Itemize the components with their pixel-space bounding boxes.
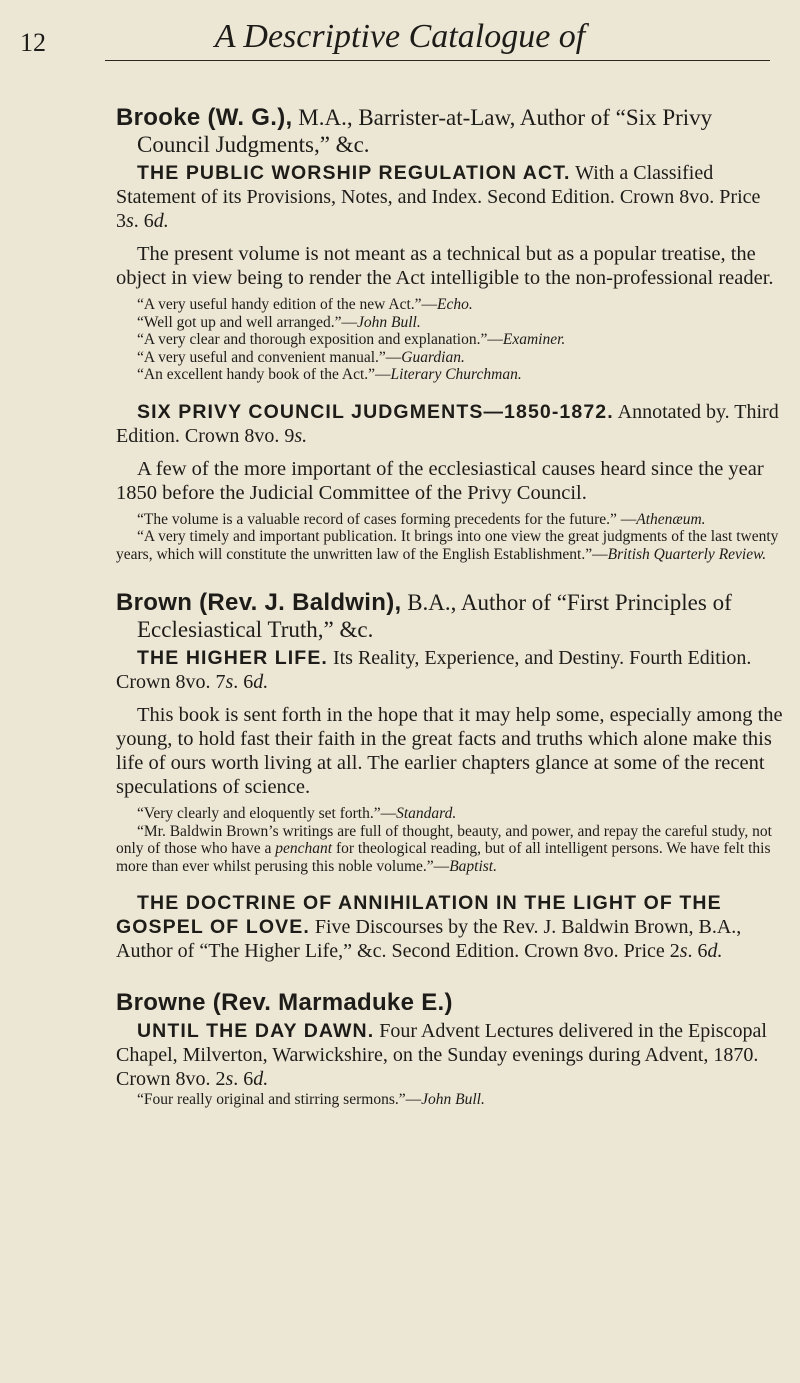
price-pence-unit: d. — [253, 1068, 269, 1090]
book-title: SIX PRIVY COUNCIL JUDGMENTS—1850-1872. — [137, 400, 614, 423]
review-quote — [116, 366, 784, 384]
page-header — [0, 0, 800, 110]
price-shillings: s — [679, 940, 688, 962]
book-details: Annotated by. Third Edition. Crown 8vo. 9 — [116, 400, 779, 447]
press-reviews — [116, 1091, 784, 1109]
author-entry-brown — [116, 589, 784, 963]
author-heading — [116, 104, 784, 158]
book-entry-until-day-dawn — [116, 1019, 784, 1109]
review-text: “A very clear and thorough exposition and explanation.”— — [137, 331, 503, 348]
review-text: “Mr. Baldwin Brown’s writings are full of thought, beauty, and power, and repay the careful study, not only of those who have a — [116, 822, 772, 857]
author-heading — [116, 589, 784, 643]
review-source: Athenæum. — [636, 510, 706, 528]
book-description: The present volume is not meant as a technical but as a popular treatise, the object in view being to render the Act intelligible to the non-professional reader. — [116, 243, 774, 289]
review-source: John Bull. — [421, 1091, 485, 1108]
price-pence: . 6 — [233, 671, 254, 693]
book-listing — [116, 1019, 784, 1091]
price-pence: . 6 — [133, 210, 154, 232]
price-pence-unit: d. — [707, 940, 723, 962]
review-quote — [116, 528, 784, 563]
review-italic-word: penchant — [275, 840, 333, 857]
review-quote — [116, 511, 784, 529]
book-entry-higher-life — [116, 646, 784, 875]
book-description: A few of the more important of the ecclesiastical causes heard since the year 1850 before the Judicial Committee of the Privy Council. — [116, 457, 764, 504]
review-source: Echo. — [437, 296, 473, 313]
author-description: M.A., Barrister-at-Law, Author of “Six Privy Council Judgments,” &c. — [137, 105, 713, 157]
review-quote — [116, 823, 784, 876]
book-details: Five Discourses by the Rev. J. Baldwin Brown, B.A., Author of “The Higher Life,” &c. Second Edition. Crown 8vo. Price 2 — [116, 916, 742, 962]
price-pence-unit: d. — [253, 671, 269, 693]
review-quote — [116, 314, 784, 332]
price-shillings: s — [126, 210, 134, 232]
review-quote — [116, 1091, 784, 1109]
price-pence: . 6 — [687, 940, 708, 962]
review-source: John Bull. — [356, 313, 421, 331]
review-quote — [116, 805, 784, 823]
review-source: Literary Churchman. — [390, 366, 522, 383]
review-quote — [116, 331, 784, 349]
author-entry-brooke — [116, 104, 784, 563]
book-details: Four Advent Lectures delivered in the Episcopal Chapel, Milverton, Warwickshire, on the Sunday evenings during Advent, 1870. Crown 8vo. 2 — [116, 1020, 767, 1090]
book-title: THE HIGHER LIFE. — [137, 647, 328, 669]
press-reviews — [116, 296, 784, 384]
page-number: 12 — [20, 28, 46, 57]
price-shillings: s. — [294, 424, 308, 447]
review-text: “Very clearly and eloquently set forth.”— — [137, 805, 397, 822]
review-text: “A very timely and important publication. It brings into one view the great judgments of the last twenty years, which will constitute the unwritten law of the English Establishment.”— — [116, 528, 779, 563]
review-text: “Four really original and stirring sermons.”— — [137, 1091, 422, 1108]
spacer — [116, 875, 784, 888]
book-details: With a Classified Statement of its Provisions, Notes, and Index. Second Edition. Crown 8vo. Price 3 — [116, 162, 761, 232]
book-entry-public-worship — [116, 161, 784, 384]
book-entry-annihilation — [116, 891, 784, 963]
book-description: This book is sent forth in the hope that it may help some, especially among the young, to hold fast their faith in the great facts and truths which alone make this life of ours worth living at all. The earlier chapters glance at some of the recent speculations of science. — [116, 704, 783, 798]
price-pence-unit: d. — [153, 210, 169, 232]
book-entry-privy-council — [116, 400, 784, 564]
price-shillings: s — [225, 1068, 234, 1090]
author-name: Browne (Rev. Marmaduke E.) — [116, 989, 453, 1016]
book-listing — [116, 891, 784, 963]
book-listing — [116, 400, 784, 448]
book-title: THE DOCTRINE OF ANNIHILATION IN THE LIGHT OF THE GOSPEL OF LOVE. — [116, 892, 722, 938]
book-listing — [116, 161, 784, 233]
price-pence: . 6 — [233, 1068, 254, 1090]
press-reviews — [116, 805, 784, 875]
review-text: “Well got up and well arranged.”— — [137, 313, 357, 331]
author-heading — [116, 989, 784, 1016]
book-title: UNTIL THE DAY DAWN. — [137, 1020, 375, 1042]
review-source: Examiner. — [502, 331, 566, 348]
review-quote — [116, 349, 784, 367]
review-text: for theological reading, but of all intelligent persons. We have felt this more than ever whilst perusing this noble volume.”— — [116, 840, 771, 875]
book-details: Its Reality, Experience, and Destiny. Fourth Edition. Crown 8vo. 7 — [116, 647, 752, 693]
running-title: A Descriptive Catalogue of — [214, 18, 586, 55]
review-source: Guardian. — [401, 348, 465, 366]
review-source: Standard. — [396, 805, 457, 822]
price-shillings: s — [225, 671, 234, 693]
spacer — [116, 384, 784, 397]
book-listing — [116, 646, 784, 694]
review-text: “The volume is a valuable record of cases forming precedents for the future.” — — [137, 510, 637, 528]
book-title: THE PUBLIC WORSHIP REGULATION ACT. — [137, 162, 571, 184]
spacer — [116, 563, 784, 589]
catalogue-content — [116, 104, 784, 1109]
review-text: “A very useful handy edition of the new Act.”— — [137, 296, 438, 313]
author-name: Brown (Rev. J. Baldwin), — [116, 589, 402, 616]
review-text: “An excellent handy book of the Act.”— — [137, 366, 391, 383]
press-reviews — [116, 511, 784, 564]
author-description: B.A., Author of “First Principles of Ecclesiastical Truth,” &c. — [137, 590, 732, 642]
review-quote — [116, 296, 784, 314]
review-source: British Quarterly Review. — [607, 545, 767, 563]
author-name: Brooke (W. G.), — [116, 104, 293, 131]
spacer — [116, 963, 784, 989]
header-rule — [105, 60, 770, 61]
review-text: “A very useful and convenient manual.”— — [137, 348, 402, 366]
author-entry-browne — [116, 989, 784, 1109]
review-source: Baptist. — [449, 857, 497, 875]
